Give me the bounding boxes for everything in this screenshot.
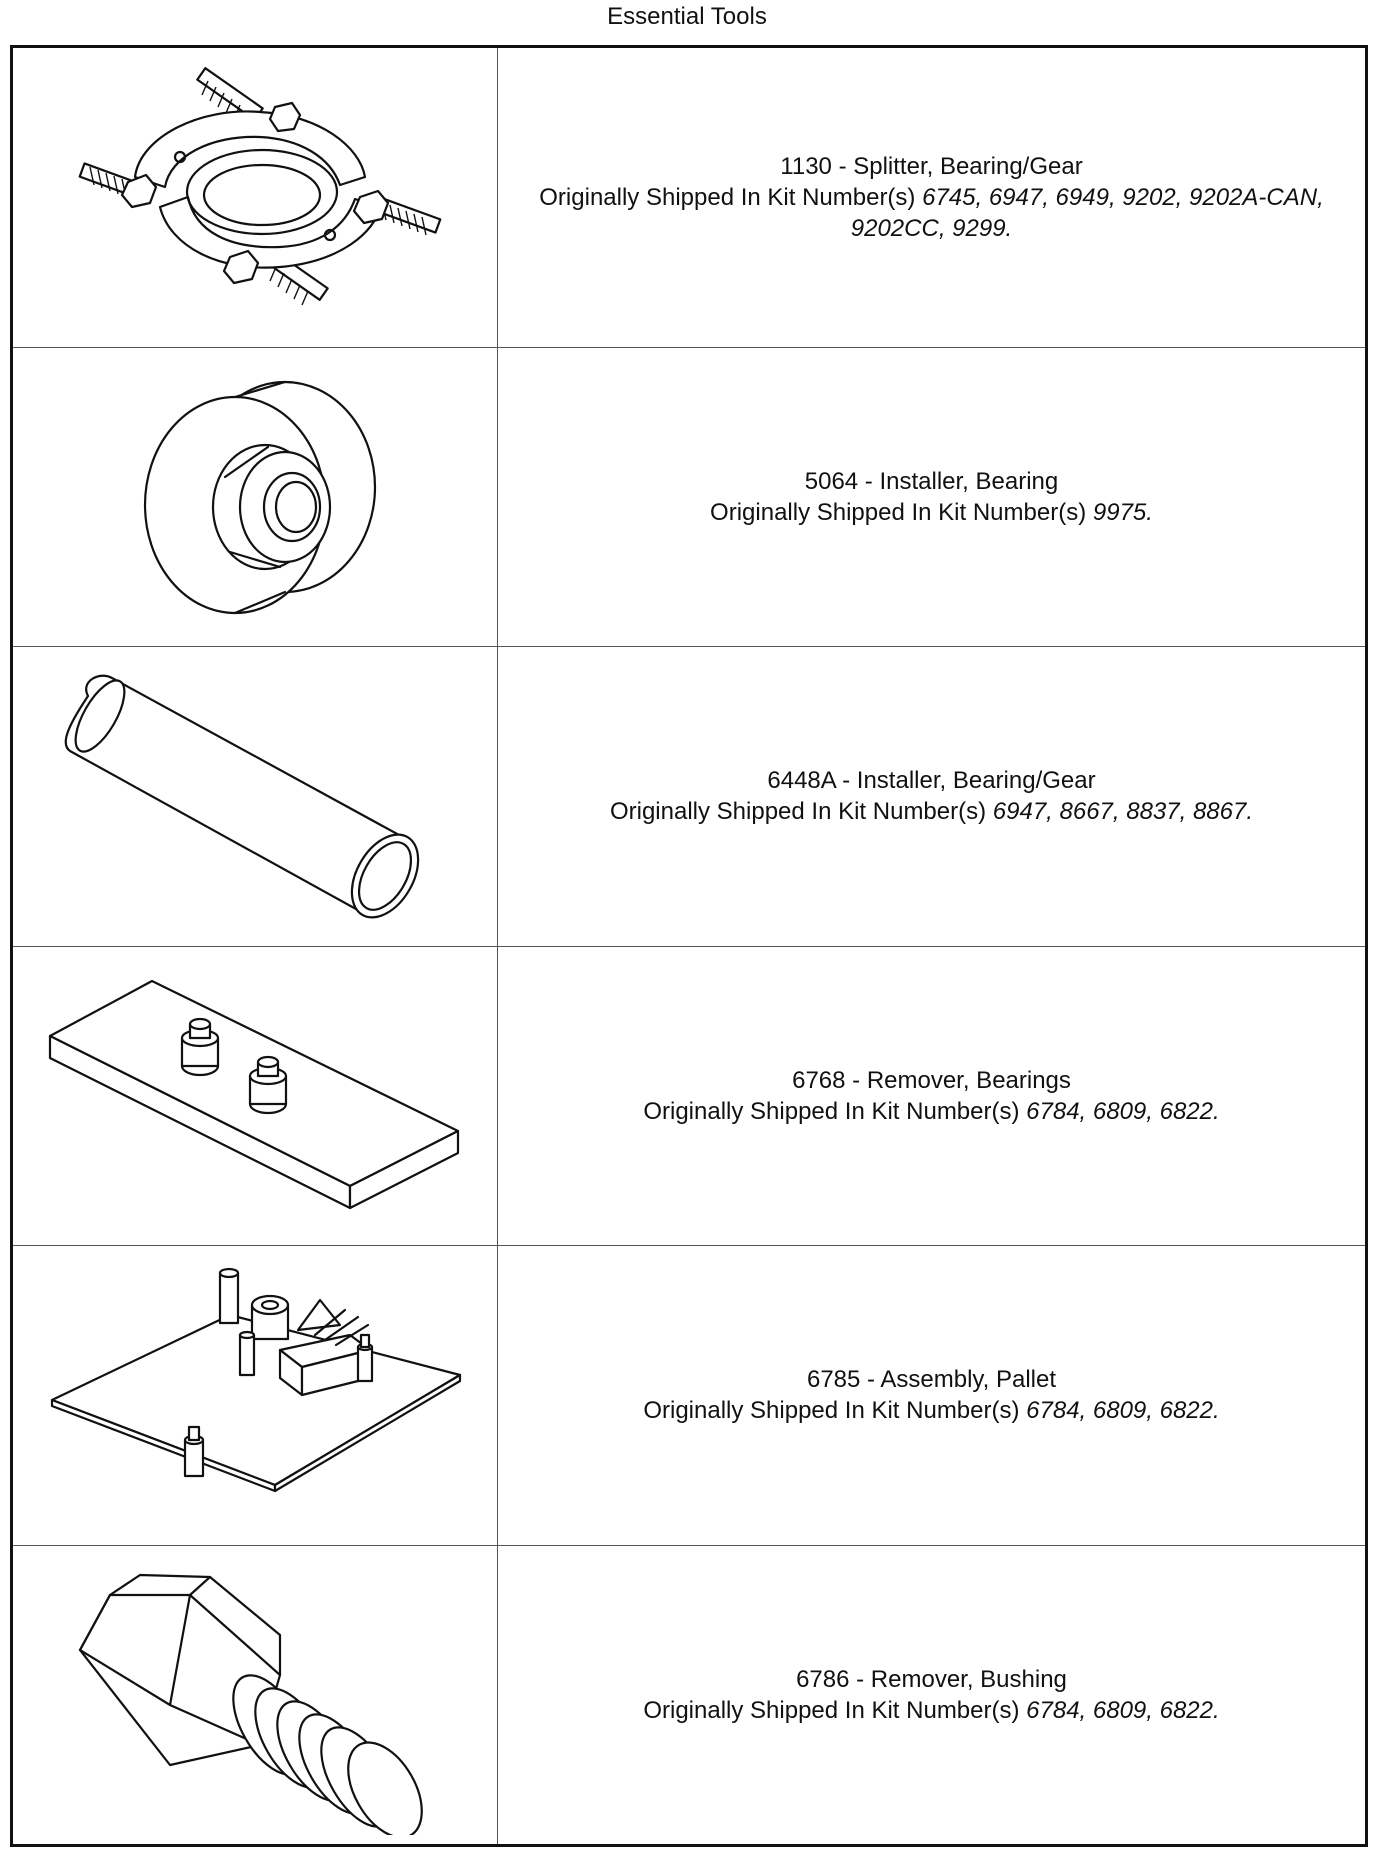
table-row [13,1246,1365,1546]
table-row [13,1546,1365,1845]
kit-prefix: Originally Shipped In Kit Number(s) [643,1097,1020,1125]
tool-description [498,348,1365,647]
tool-name: 1130 - Splitter, Bearing/Gear [780,152,1083,180]
kit-prefix: Originally Shipped In Kit Number(s) [643,1397,1020,1425]
tool-image-cell [13,947,498,1246]
tool-image-cell [13,48,498,347]
pallet-assembly-illustration [40,1255,470,1535]
kit-numbers: 6745, 6947, 6949, 9202, 9202A-CAN, [922,183,1324,211]
tool-image-cell [13,348,498,647]
kit-line [710,497,1153,528]
kit-line [643,1395,1219,1426]
bushing-remover-illustration [40,1555,470,1835]
kit-prefix: Originally Shipped In Kit Number(s) [643,1696,1020,1724]
page-title: Essential Tools [607,3,767,30]
bearing-remover-plate-illustration [40,956,470,1236]
kit-numbers: 6947, 8667, 8837, 8867. [992,798,1254,826]
kit-numbers: 6784, 6809, 6822. [1026,1097,1220,1125]
tool-description [498,48,1365,347]
kit-numbers-continued: 9202CC, 9299. [850,214,1013,242]
kit-line [643,1096,1219,1127]
kit-prefix: Originally Shipped In Kit Number(s) [609,798,987,826]
table-row [13,647,1365,947]
tool-name: 6768 - Remover, Bearings [792,1066,1071,1094]
tool-description [498,1546,1365,1845]
kit-line [539,182,1323,213]
bearing-installer-illustration [40,357,470,637]
tool-description [498,647,1365,946]
tool-name: 6785 - Assembly, Pallet [806,1366,1056,1394]
tool-description [498,947,1365,1246]
tool-image-cell [13,647,498,946]
tool-name: 6786 - Remover, Bushing [796,1665,1067,1693]
tube-installer-illustration [40,656,470,936]
tool-name: 5064 - Installer, Bearing [804,467,1059,495]
kit-prefix: Originally Shipped In Kit Number(s) [710,498,1087,526]
tool-description [498,1246,1365,1545]
kit-prefix: Originally Shipped In Kit Number(s) [539,183,916,211]
kit-line [610,796,1253,827]
kit-numbers: 9975. [1092,498,1153,526]
tool-image-cell [13,1546,498,1845]
kit-numbers: 6784, 6809, 6822. [1026,1696,1220,1724]
kit-numbers: 6784, 6809, 6822. [1026,1397,1220,1425]
tools-table [10,45,1368,1847]
kit-line [643,1695,1219,1726]
tool-name: 6448A - Installer, Bearing/Gear [767,767,1096,795]
table-row [13,348,1365,648]
tool-image-cell [13,1246,498,1545]
bearing-splitter-illustration [40,57,470,337]
table-row [13,947,1365,1247]
table-row [13,48,1365,348]
